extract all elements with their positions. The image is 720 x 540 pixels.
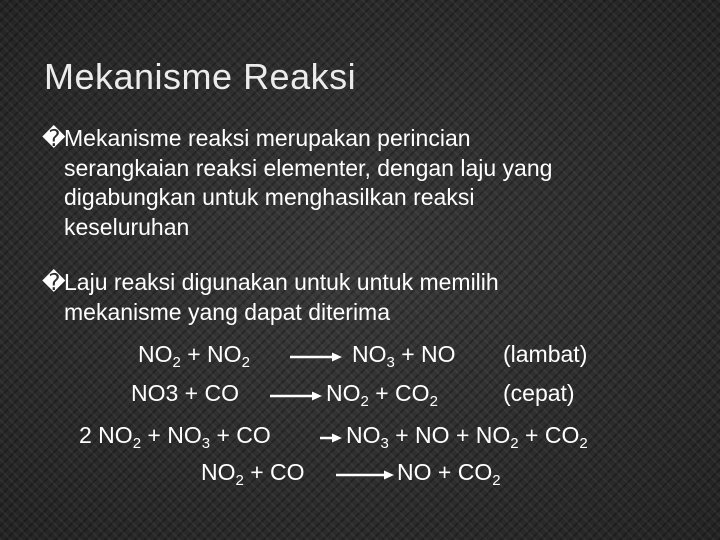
- bullet-definition: [42, 124, 682, 242]
- bullet-line: digabungkan untuk menghasilkan reaksi: [64, 184, 475, 210]
- equation-reactants: 2 $NO_2 + NO_3$ + CO: [79, 422, 271, 452]
- equation-products: $NO_2 + CO_2$: [326, 380, 438, 410]
- bullet-line: keseluruhan: [64, 213, 190, 240]
- equation-products: NO + $CO_2$: [397, 459, 501, 489]
- equation-note: (cepat): [503, 380, 575, 406]
- equation-reactants: $NO_2$ + CO: [201, 459, 305, 489]
- bullet-rate: [42, 268, 682, 327]
- equation-products: $NO_3$ + NO + $NO_2 + CO_2$: [346, 422, 588, 452]
- equation-note: (lambat): [503, 341, 588, 367]
- bullet-line: serangkaian reaksi elementer, dengan laju yang: [64, 154, 553, 181]
- equation-3: [0, 422, 720, 454]
- equation-2: [0, 380, 720, 412]
- bullet-marker: �: [42, 125, 66, 151]
- bullet-line: Mekanisme reaksi merupakan perincian: [64, 125, 471, 151]
- equation-1: [0, 341, 720, 373]
- reaction-arrow-icon: [270, 391, 322, 401]
- equation-4: [0, 459, 720, 491]
- slide-title: Mekanisme Reaksi: [44, 56, 357, 97]
- bullet-marker: �: [42, 269, 66, 295]
- reaction-arrow-icon: [336, 470, 394, 480]
- bullet-line: Laju reaksi digunakan untuk untuk memilih: [64, 269, 499, 295]
- reaction-arrow-icon: [290, 352, 342, 362]
- reaction-arrow-icon: [320, 433, 342, 443]
- equation-products: $NO_3$ + NO: [352, 341, 456, 371]
- equation-reactants: $NO_2 + NO_2$: [138, 341, 250, 371]
- equation-reactants: NO3 + CO: [131, 380, 240, 406]
- bullet-line: mekanisme yang dapat diterima: [64, 298, 390, 325]
